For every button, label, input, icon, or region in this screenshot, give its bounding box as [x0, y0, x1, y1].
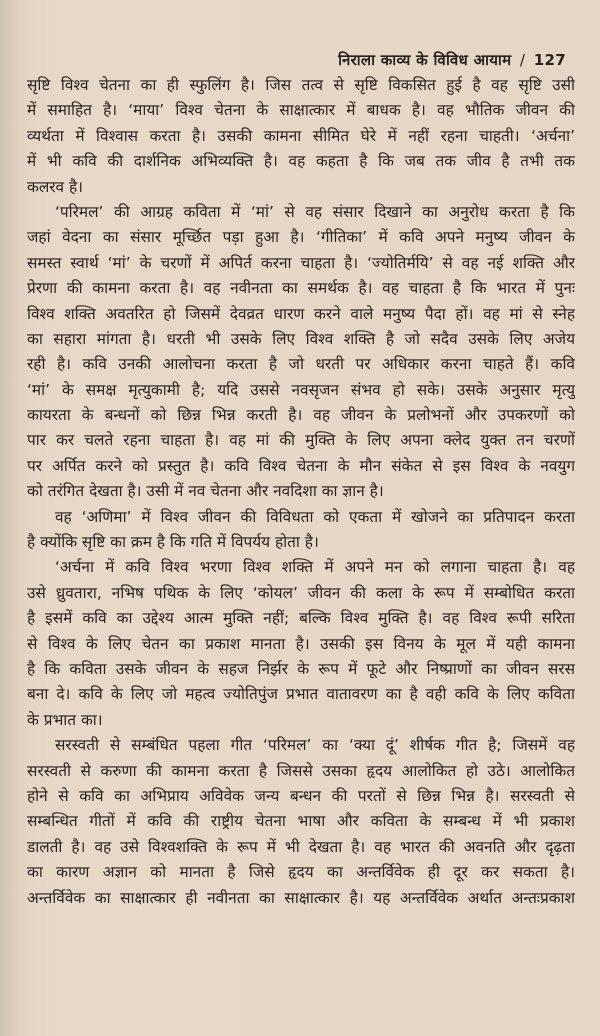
paragraph	[27, 733, 575, 911]
text-line: पार कर चलते रहना चाहता है। वह मां की मुक्ति के लिए अपना क्लेद युक्त तन चरणों	[27, 431, 575, 450]
text-line: डालती है। वह उसे विश्वशक्ति के रूप में भी देखता है। वह भारत की अवनति और दृढ़ता	[27, 837, 575, 856]
paragraph	[27, 505, 575, 556]
paragraph	[27, 73, 575, 200]
text-line: में भी कवि की दार्शनिक अभिव्यक्ति है। वह कहता है कि जब तक जीव है तभी तक	[27, 152, 575, 171]
running-header	[338, 50, 566, 70]
text-line: से विश्व के लिए चेतन का प्रकाश मानता है। उसकी इस विनय के मूल में यही कामना	[27, 634, 575, 653]
text-line: कलरव है।	[27, 177, 84, 196]
text-line: व्यर्थता में विश्वास करता है। उसकी कामना सीमित घेरे में नहीं रहना चाहती। ‘अर्चना’	[27, 126, 575, 145]
running-title: निराला काव्य के विविध आयाम	[338, 51, 512, 69]
text-line: को तरंगित देखता है। उसी में नव चेतना और नवदिशा का ज्ञान है।	[27, 482, 384, 501]
text-line: उसे ध्रुवतारा, नभिष पथिक के लिए ‘कोयल’ जीवन की कला के रूप में सम्बोधित करता	[27, 583, 575, 602]
paragraph	[27, 555, 575, 733]
text-line: है कि कविता उसके जीवन के सहज निर्झर के रूप में फूटे और निष्प्राणों का जीवन सरस	[27, 659, 575, 678]
text-line: जहां वेदना का संसार मूर्च्छित पड़ा हुआ है। ‘गीतिका’ में कवि अपने मनुष्य जीवन के	[27, 228, 575, 247]
text-line: का सहारा मांगता है। धरती भी उसके लिए विश्व शक्ति है जो सदैव उसके लिए अजेय	[27, 329, 575, 348]
text-line: पर अर्पित करने को प्रस्तुत है। कवि विश्व चेतना के मौन संकेत से इस विश्व के नवयुग	[27, 456, 575, 475]
text-line: ‘परिमल’ की आग्रह कविता में ‘मां’ से वह संसार दिखाने का अनुरोध करता है कि	[55, 202, 575, 221]
text-line: के प्रभात का।	[27, 710, 103, 729]
text-line: में समाहित है। ‘माया’ विश्व चेतना के साक्षात्कार में बाधक है। वह भौतिक जीवन की	[27, 101, 575, 120]
text-line: अन्तर्विवेक का साक्षात्कार ही नवीनता का साक्षात्कार है। यह अन्तर्विवेक अर्थात अन्तःप्रकाश	[27, 888, 575, 907]
text-line: का कारण अज्ञान को मानता है जिसे हृदय का अन्तर्विवेक ही दूर कर सकता है।	[27, 863, 575, 882]
text-line: समस्त स्वार्थ ‘मां’ के चरणों में अपिर्त करना चाहता है। ‘ज्योतिर्मयि’ से वह नई शक्ति और	[27, 253, 575, 272]
text-line: सम्बन्धित गीतों में कवि की राष्ट्रीय चेतना भाषा और कविता के सम्बन्ध में भी प्रकाश	[27, 812, 575, 831]
text-line: वह ‘अणिमा’ में विश्व जीवन की विविधता को एकता में खोजने का प्रतिपादन करता	[55, 507, 575, 526]
text-line: विश्व शक्ति अवतरित हो जिसमें देवव्रत धारण करने वाले मनुष्य पैदा हों। वह मां से स्नेह	[27, 304, 575, 323]
text-line: है इसमें कवि का उद्देश्य आत्म मुक्ति नहीं; बल्कि विश्व मुक्ति है। वह विश्व रूपी सरिता	[27, 609, 575, 628]
text-line: प्रेरणा की कामना करता है। वह नवीनता का समर्थक है। वह चाहता है कि भारत में पुनः	[27, 279, 575, 298]
text-line: होने से कवि का अभिप्राय अविवेक जन्य बन्धन की परतों से छिन्न भिन्न है। सरस्वती से	[27, 786, 575, 805]
text-line: रही है। कवि उनकी आलोचना करता है जो धरती पर अधिकार करना चाहते हैं। कवि	[27, 355, 575, 374]
text-line: कायरता के बन्धनों को छिन्न भिन्न करती है। वह जीवन के प्रलोभनों और उपकरणों को	[27, 406, 575, 425]
text-line: सरस्वती से करुणा की कामना करता है जिससे उसका हृदय आलोकित हो उठे। आलोकित	[27, 761, 575, 780]
body-text	[27, 73, 575, 911]
text-line: ‘अर्चना में कवि विश्व भरणा विश्व शक्ति में अपने मन को लगाना चाहता है। वह	[55, 558, 575, 577]
text-line: ‘मां’ के समक्ष मृत्युकामी है; यदि उससे नवसृजन संभव हो सके। उसके अनुसार मृत्यु	[27, 380, 575, 399]
text-line: है क्योंकि सृष्टि का क्रम है कि गति में विपर्यय होता है।	[27, 533, 319, 552]
page-number: 127	[533, 51, 566, 69]
text-line: बना दे। कवि के लिए जो महत्व ज्योतिपुंज प्रभात वातावरण का है वही कवि के लिए कविता	[27, 685, 575, 704]
paragraph	[27, 200, 575, 505]
text-line: सरस्वती से सम्बंधित पहला गीत ‘परिमल’ का ‘क्या दूं’ शीर्षक गीत है; जिसमें वह	[55, 736, 575, 755]
text-line: सृष्टि विश्व चेतना का ही स्फुलिंग है। जिस तत्व से सृष्टि विकसित हुई है वह सृष्टि उसी	[27, 76, 575, 94]
header-separator: /	[519, 51, 526, 69]
